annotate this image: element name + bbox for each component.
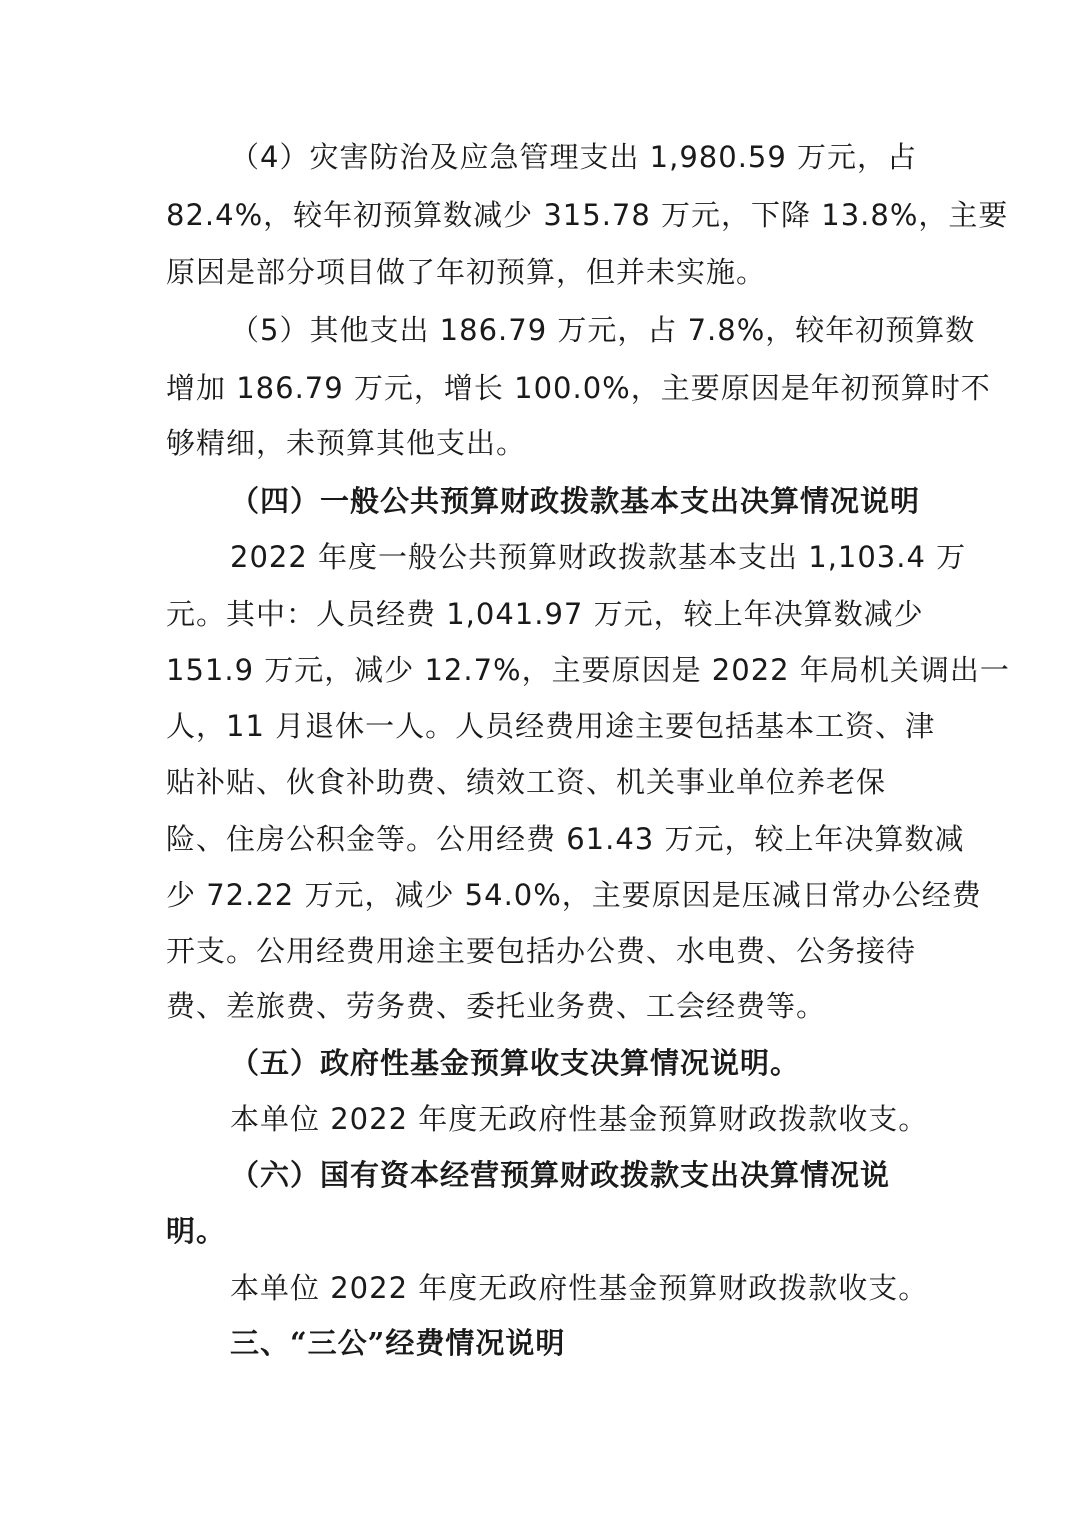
paragraph-line: 增加 186.79 万元，增长 100.0%，主要原因是年初预算时不	[166, 371, 991, 405]
paragraph-line: 本单位 2022 年度无政府性基金预算财政拨款收支。	[230, 1271, 929, 1305]
paragraph-line: 本单位 2022 年度无政府性基金预算财政拨款收支。	[230, 1102, 929, 1136]
paragraph-line: 人，11 月退休一人。人员经费用途主要包括基本工资、津	[166, 709, 936, 743]
paragraph-line: 开支。公用经费用途主要包括办公费、水电费、公务接待	[166, 934, 917, 968]
paragraph-line: 少 72.22 万元，减少 54.0%，主要原因是压减日常办公经费	[166, 878, 982, 912]
paragraph-line: 2022 年度一般公共预算财政拨款基本支出 1,103.4 万	[230, 540, 967, 574]
section-heading: （五）政府性基金预算收支决算情况说明。	[230, 1046, 801, 1080]
section-heading: 明。	[166, 1214, 227, 1248]
paragraph-line: 费、差旅费、劳务费、委托业务费、工会经费等。	[166, 989, 827, 1023]
paragraph-line: 元。其中：人员经费 1,041.97 万元，较上年决算数减少	[166, 597, 924, 631]
paragraph-line: 原因是部分项目做了年初预算，但并未实施。	[166, 255, 767, 289]
paragraph-line: 151.9 万元，减少 12.7%，主要原因是 2022 年局机关调出一	[166, 653, 1010, 687]
paragraph-line: 险、住房公积金等。公用经费 61.43 万元，较上年决算数减	[166, 822, 965, 856]
paragraph-line: 贴补贴、伙食补助费、绩效工资、机关事业单位养老保	[166, 765, 887, 799]
section-heading: （六）国有资本经营预算财政拨款支出决算情况说	[230, 1158, 891, 1192]
paragraph-line: （5）其他支出 186.79 万元，占 7.8%，较年初预算数	[230, 313, 976, 347]
paragraph-line: 够精细，未预算其他支出。	[166, 426, 527, 460]
paragraph-line: （4）灾害防治及应急管理支出 1,980.59 万元，占	[230, 140, 918, 174]
paragraph-line: 82.4%，较年初预算数减少 315.78 万元，下降 13.8%，主要	[166, 198, 1009, 232]
chapter-heading: 三、“三公”经费情况说明	[230, 1326, 566, 1360]
section-heading: （四）一般公共预算财政拨款基本支出决算情况说明	[230, 484, 921, 518]
